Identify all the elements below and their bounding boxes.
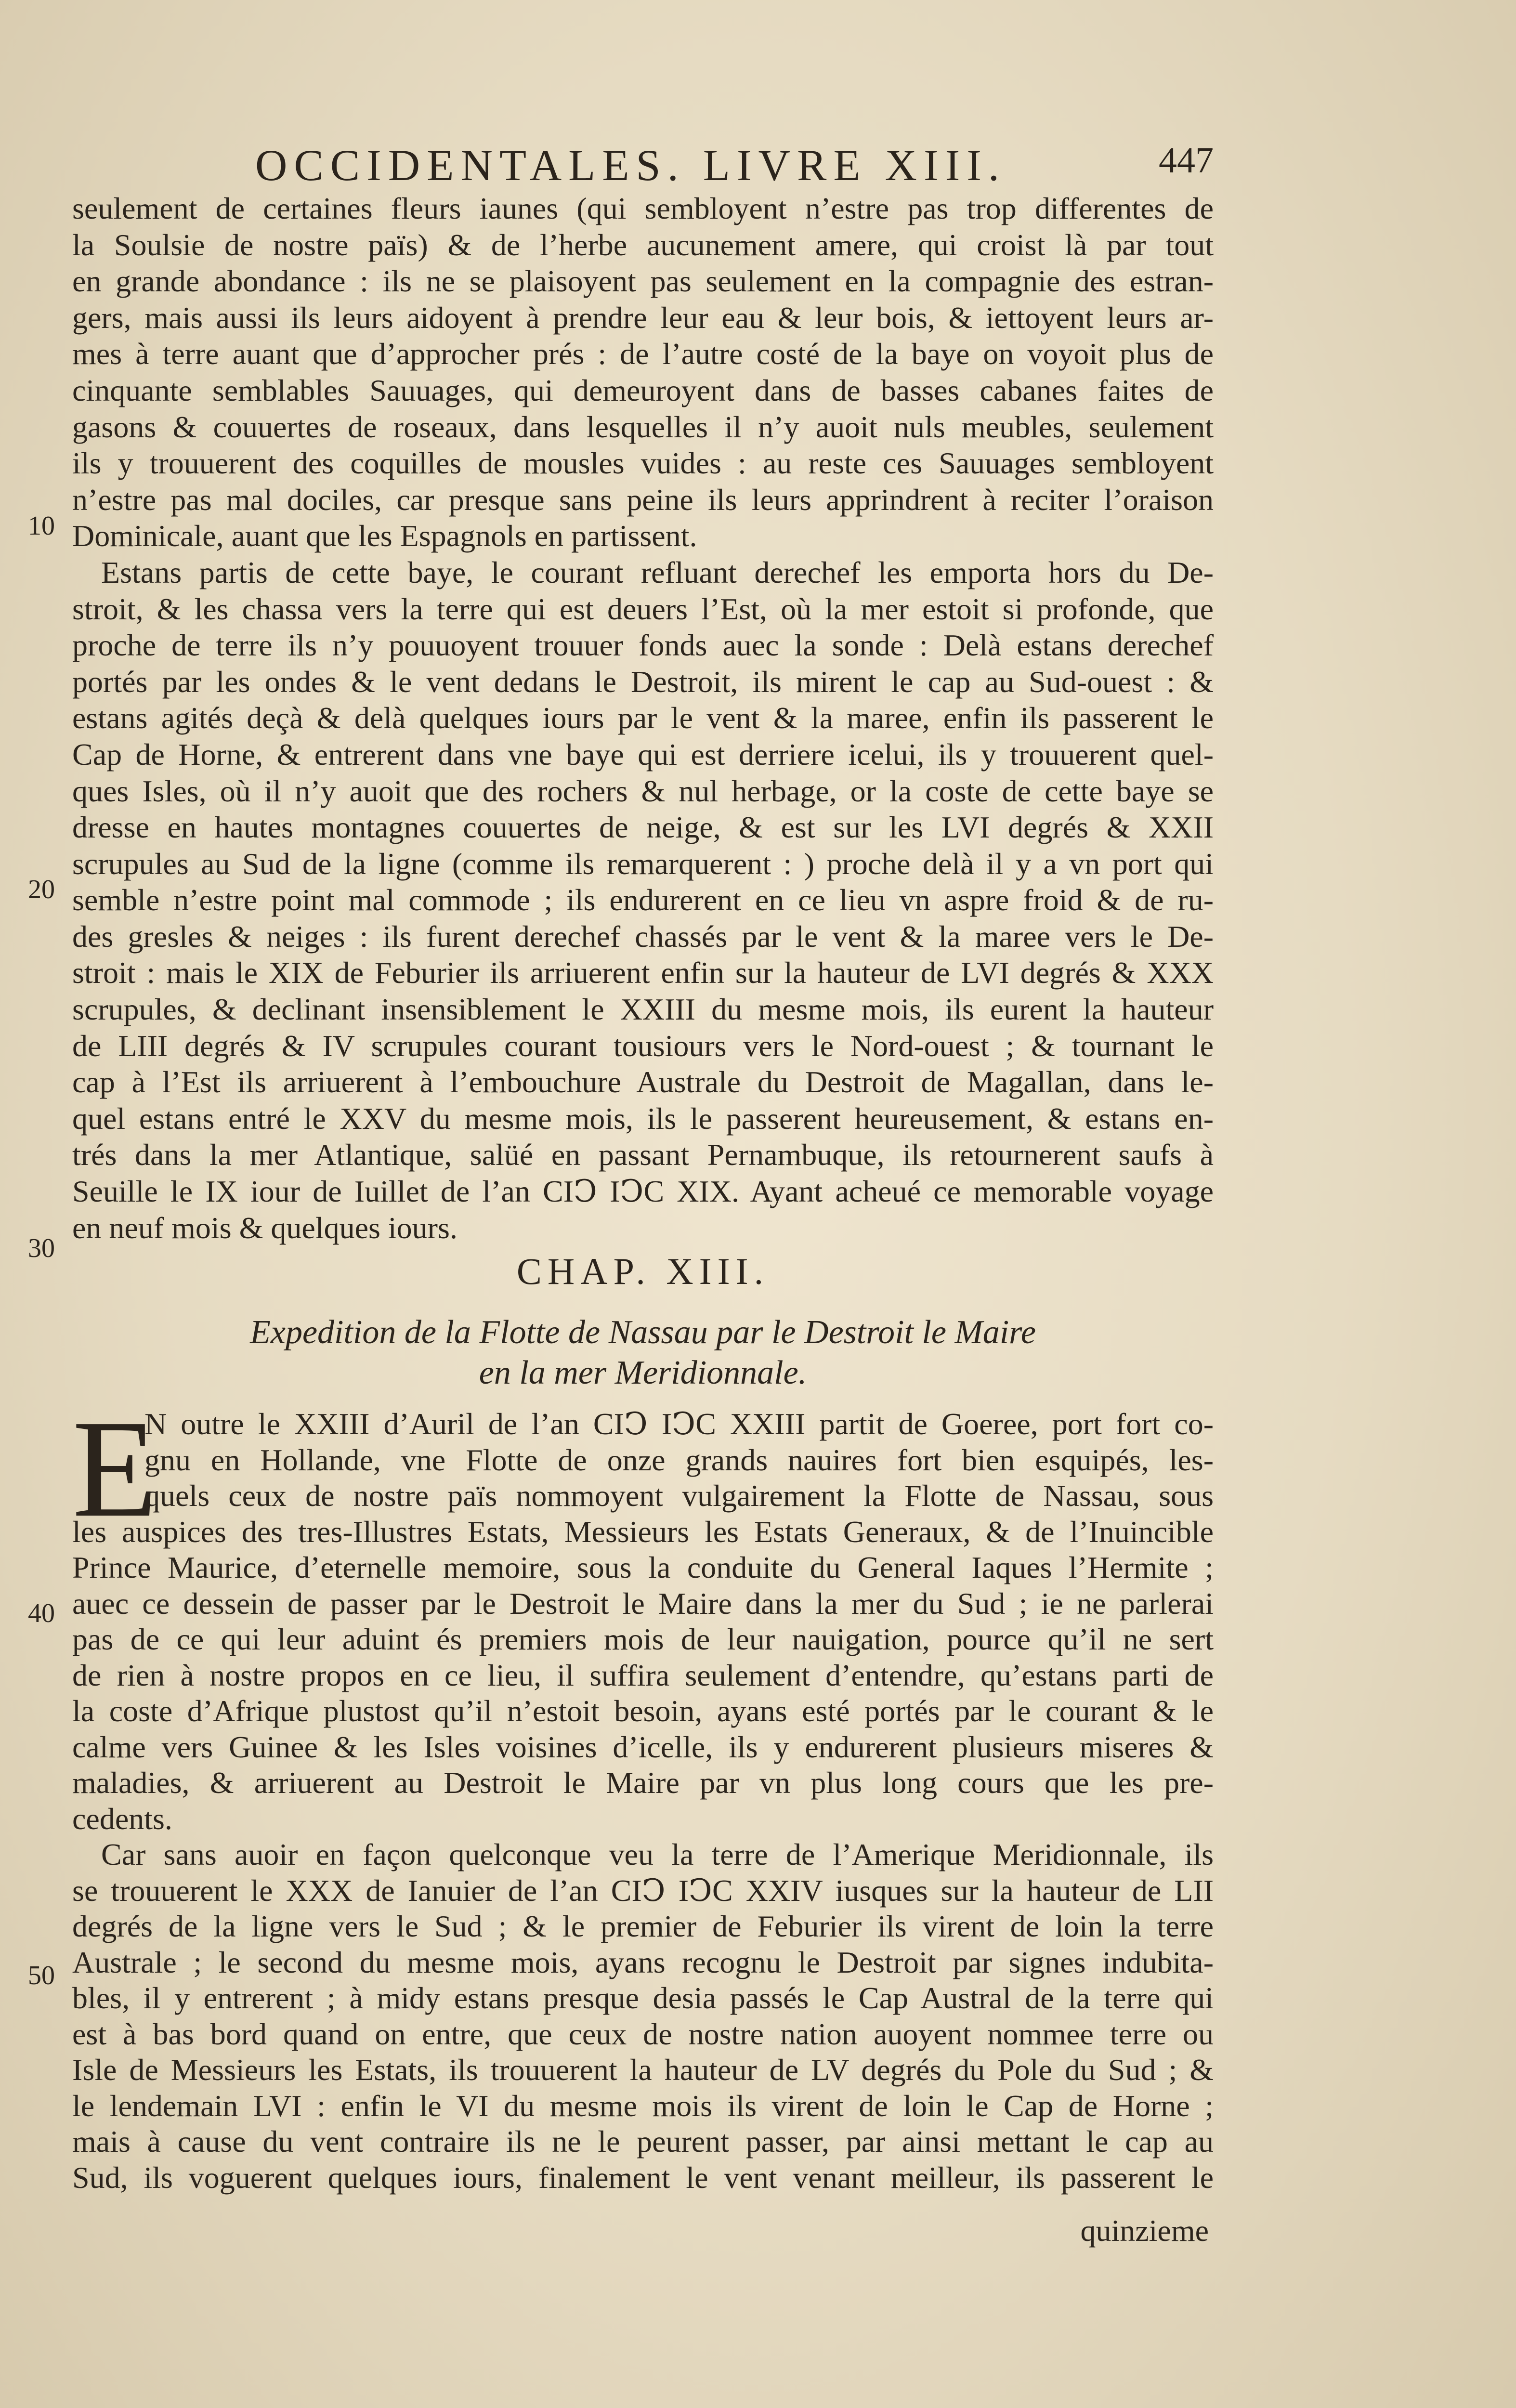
text-line: cinquante semblables Sauuages, qui demeuroyent dans de basses cabanes faites de bbox=[72, 373, 1214, 407]
line-number-40: 40 bbox=[28, 1598, 55, 1628]
chapter-subtitle-line: Expedition de la Flotte de Nassau par le Destroit le Maire bbox=[250, 1314, 1036, 1351]
drop-capital: E bbox=[72, 1391, 158, 1546]
text-line: Estans partis de cette baye, le courant refluant derechef les emporta hors du De- bbox=[101, 555, 1214, 589]
catchword: quinzieme bbox=[1080, 2213, 1209, 2248]
text-line: scrupules au Sud de la ligne (comme ils remarquerent : ) proche delà il y a vn port qui bbox=[72, 846, 1214, 881]
text-line: est à bas bord quand on entre, que ceux de nostre nation auoyent nommee terre ou bbox=[72, 2016, 1214, 2051]
text-line: ques Isles, où il n’y auoit que des rochers & nul herbage, or la coste de cette baye se bbox=[72, 773, 1214, 808]
text-line: maladies, & arriuerent au Destroit le Maire par vn plus long cours que les pre- bbox=[72, 1766, 1214, 1800]
line-number-10: 10 bbox=[28, 511, 55, 541]
text-line: trés dans la mer Atlantique, salüé en passant Pernambuque, ils retournerent saufs à bbox=[72, 1138, 1214, 1172]
text-line: gasons & couuertes de roseaux, dans lesquelles il n’y auoit nuls meubles, seulement bbox=[72, 409, 1214, 444]
line-number-30: 30 bbox=[28, 1233, 55, 1263]
text-line: de LIII degrés & IV scrupules courant tousiours vers le Nord-ouest ; & tournant le bbox=[72, 1028, 1214, 1063]
text-line: bles, il y entrerent ; à midy estans presque desia passés le Cap Austral de la terre qui bbox=[72, 1981, 1214, 2015]
text-line: Dominicale, auant que les Espagnols en partissent. bbox=[72, 519, 697, 553]
text-line: la Soulsie de nostre païs) & de l’herbe aucunement amere, qui croist là par tout bbox=[72, 227, 1214, 262]
text-line: mais à cause du vent contraire ils ne le peurent passer, par ainsi mettant le cap au bbox=[72, 2124, 1214, 2159]
line-number-50: 50 bbox=[28, 1961, 55, 1990]
text-line: dresse en hautes montagnes couuertes de neige, & est sur les LVI degrés & XXII bbox=[72, 810, 1214, 845]
text-line: Sud, ils voguerent quelques iours, finalement le vent venant meilleur, ils passerent le bbox=[72, 2160, 1214, 2195]
text-line: mes à terre auant que d’approcher prés : de l’autre costé de la baye on voyoit plus de bbox=[72, 337, 1214, 371]
line-number-20: 20 bbox=[28, 875, 55, 904]
text-line: Prince Maurice, d’eternelle memoire, sous la conduite du General Iaques l’Hermite ; bbox=[72, 1550, 1214, 1584]
text-line: des gresles & neiges : ils furent derechef chassés par le vent & la maree vers le De- bbox=[72, 919, 1214, 954]
text-line: quel estans entré le XXV du mesme mois, ils le passerent heureusement, & estans en- bbox=[72, 1101, 1214, 1136]
text-line: Isle de Messieurs les Estats, ils trouuerent la hauteur de LV degrés du Pole du Sud ; & bbox=[72, 2053, 1214, 2087]
text-line: se trouuerent le XXX de Ianuier de l’an CIↃ IↃC XXIV iusques sur la hauteur de LII bbox=[72, 1873, 1214, 1908]
text-line: de rien à nostre propos en ce lieu, il suffira seulement d’entendre, qu’estans parti de bbox=[72, 1658, 1214, 1692]
chapter-subtitle bbox=[72, 1312, 1214, 1393]
chapter-heading: CHAP. XIII. bbox=[516, 1250, 770, 1292]
text-line: quels ceux de nostre païs nommoyent vulgairement la Flotte de Nassau, sous bbox=[144, 1479, 1214, 1513]
text-line: cap à l’Est ils arriuerent à l’embouchure Australe du Destroit de Magallan, dans le- bbox=[72, 1065, 1214, 1099]
text-line: gers, mais aussi ils leurs aidoyent à prendre leur eau & leur bois, & iettoyent leurs ar- bbox=[72, 300, 1214, 335]
text-line: Australe ; le second du mesme mois, ayans recognu le Destroit par signes indubita- bbox=[72, 1945, 1214, 1979]
text-line: les auspices des tres-Illustres Estats, Messieurs les Estats Generaux, & de l’Inuincible bbox=[72, 1514, 1214, 1549]
text-line: stroit, & les chassa vers la terre qui est deuers l’Est, où la mer estoit si profonde, que bbox=[72, 591, 1214, 626]
text-line: Seuille le IX iour de Iuillet de l’an CIↃ IↃC XIX. Ayant acheué ce memorable voyage bbox=[72, 1174, 1214, 1209]
text-line: portés par les ondes & le vent dedans le Destroit, ils mirent le cap au Sud-ouest : & bbox=[72, 664, 1214, 699]
text-line: en grande abondance : ils ne se plaisoyent pas seulement en la compagnie des estran- bbox=[72, 264, 1214, 299]
text-line: le lendemain LVI : enfin le VI du mesme mois ils virent de loin le Cap de Horne ; bbox=[72, 2088, 1214, 2123]
chapter-subtitle-line: en la mer Meridionnale. bbox=[479, 1354, 807, 1391]
text-line: Cap de Horne, & entrerent dans vne baye qui est derriere icelui, ils y trouuerent quel- bbox=[72, 737, 1214, 772]
paragraph-2 bbox=[72, 554, 1214, 1246]
text-line: pas de ce qui leur aduint és premiers mois de leur nauigation, pource qu’il ne sert bbox=[72, 1622, 1214, 1656]
paragraph-4 bbox=[72, 1837, 1214, 2196]
text-line: seulement de certaines fleurs iaunes (qui sembloyent n’estre pas trop differentes de bbox=[72, 191, 1214, 225]
text-line: scrupules, & declinant insensiblement le XXIII du mesme mois, ils eurent la hauteur bbox=[72, 992, 1214, 1027]
paragraph-1 bbox=[72, 190, 1214, 554]
upper-text bbox=[72, 190, 1214, 1246]
text-line: ils y trouuerent des coquilles de mousles vuides : au reste ces Sauuages sembloyent bbox=[72, 446, 1214, 481]
text-line: degrés de la ligne vers le Sud ; & le premier de Feburier ils virent de loin la terre bbox=[72, 1909, 1214, 1943]
text-line: stroit : mais le XIX de Feburier ils arriuerent enfin sur la hauteur de LVI degrés & XXX bbox=[72, 955, 1214, 990]
text-line: Car sans auoir en façon quelconque veu la terre de l’Amerique Meridionnale, ils bbox=[101, 1837, 1214, 1871]
paragraph-3 bbox=[72, 1391, 1214, 1837]
page-number: 447 bbox=[1159, 140, 1214, 181]
text-line: n’estre pas mal dociles, car presque sans peine ils leurs apprindrent à reciter l’oraison bbox=[72, 482, 1214, 517]
text-line: semble n’estre point mal commode ; ils endurerent en ce lieu vn aspre froid & de ru- bbox=[72, 883, 1214, 917]
text-line: en neuf mois & quelques iours. bbox=[72, 1210, 457, 1245]
text-line: estans agités deçà & delà quelques iours par le vent & la maree, enfin ils passerent le bbox=[72, 701, 1214, 735]
text-line: auec ce dessein de passer par le Destroit le Maire dans la mer du Sud ; ie ne parlerai bbox=[72, 1586, 1214, 1621]
text-line: gnu en Hollande, vne Flotte de onze grands nauires fort bien esquipés, les- bbox=[144, 1442, 1214, 1477]
lower-text bbox=[72, 1391, 1214, 2196]
text-line: la coste d’Afrique plustost qu’il n’estoit besoin, ayans esté portés par le courant & le bbox=[72, 1694, 1214, 1728]
text-line: cedents. bbox=[72, 1801, 172, 1836]
running-header bbox=[72, 140, 1214, 197]
running-title: OCCIDENTALES. LIVRE XIII. bbox=[255, 141, 1006, 190]
text-line: proche de terre ils n’y pouuoyent trouuer fonds auec la sonde : Delà estans derechef bbox=[72, 628, 1214, 663]
text-line: calme vers Guinee & les Isles voisines d’icelle, ils y endurerent plusieurs miseres & bbox=[72, 1729, 1214, 1764]
text-line: N outre le XXIII d’Auril de l’an CIↃ IↃC XXIII partit de Goeree, port fort co- bbox=[144, 1407, 1214, 1441]
